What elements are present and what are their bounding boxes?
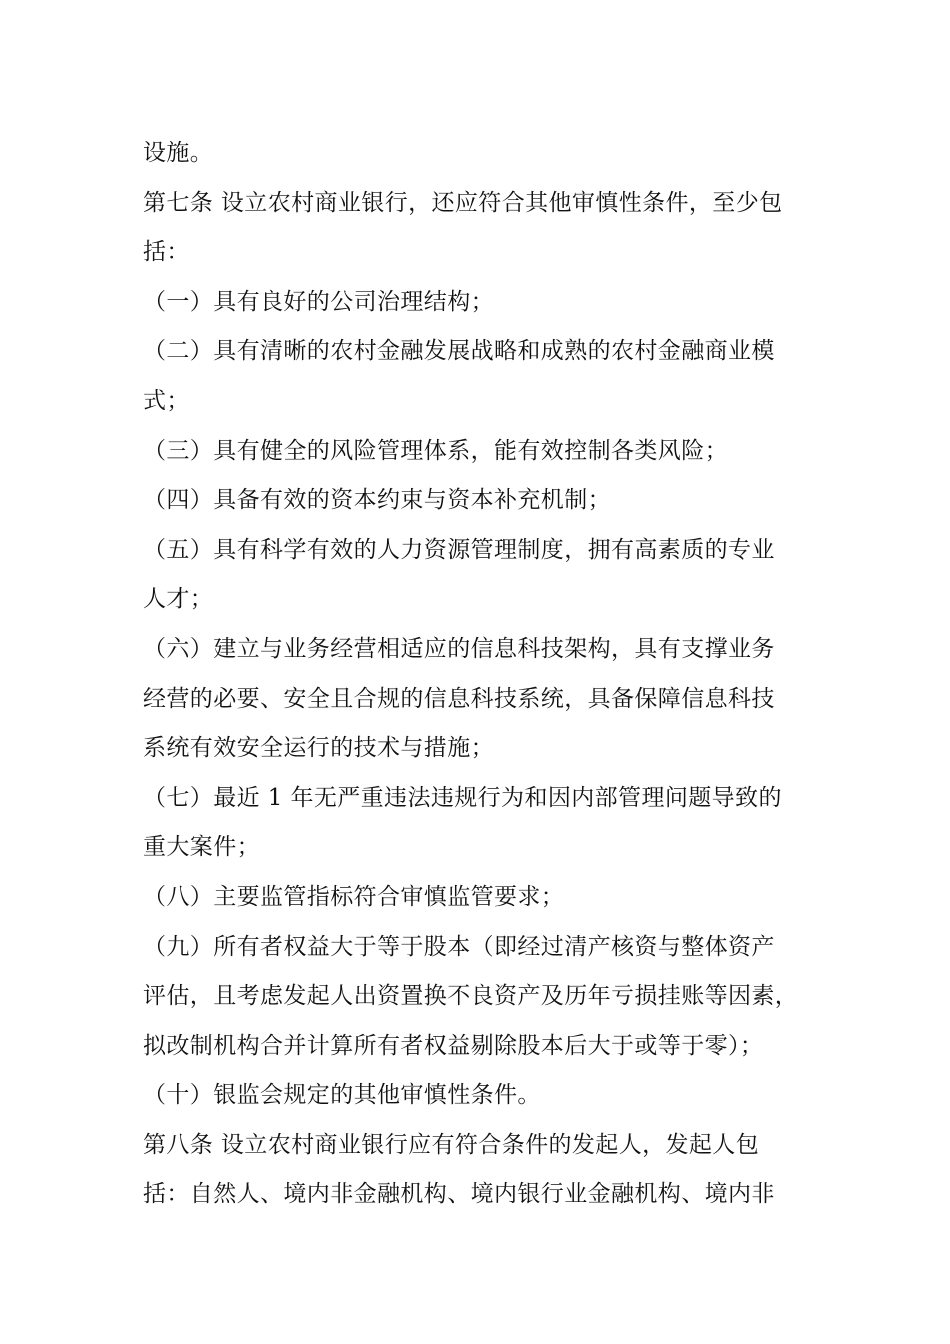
text-line: 设施。 [143, 140, 214, 166]
text-line: 评估，且考虑发起人出资置换不良资产及历年亏损挂账等因素， [143, 983, 799, 1010]
text-line: （六）建立与业务经营相适应的信息科技架构，具有支撑业务 [143, 635, 775, 662]
text-line: （四）具备有效的资本约束与资本补充机制； [143, 487, 611, 514]
text-line: 第八条 设立农村商业银行应有符合条件的发起人，发起人包 [143, 1131, 760, 1158]
text-line: （九）所有者权益大于等于股本（即经过清产核资与整体资产 [143, 933, 775, 960]
text-line: （七）最近 1 年无严重违法违规行为和因内部管理问题导致的 [143, 784, 782, 811]
text-line: （三）具有健全的风险管理体系，能有效控制各类风险； [143, 437, 728, 464]
text-line: （八）主要监管指标符合审慎监管要求； [143, 883, 565, 910]
text-line: （十）银监会规定的其他审慎性条件。 [143, 1082, 541, 1109]
text-line: （一）具有良好的公司治理结构； [143, 288, 494, 315]
text-line: 式； [143, 387, 190, 414]
text-line: （二）具有清晰的农村金融发展战略和成熟的农村金融商业模 [143, 338, 775, 365]
text-line: 括：自然人、境内非金融机构、境内银行业金融机构、境内非 [143, 1181, 775, 1208]
document-body [143, 129, 823, 1220]
text-line: 括： [143, 239, 190, 266]
text-line: （五）具有科学有效的人力资源管理制度，拥有高素质的专业 [143, 536, 775, 563]
text-line: 重大案件； [143, 834, 260, 861]
text-line: 经营的必要、安全且合规的信息科技系统，具备保障信息科技 [143, 685, 775, 712]
text-line: 拟改制机构合并计算所有者权益剔除股本后大于或等于零）； [143, 1032, 764, 1059]
text-line: 人才； [143, 586, 214, 613]
text-line: 系统有效安全运行的技术与措施； [143, 735, 494, 762]
text-line: 第七条 设立农村商业银行，还应符合其他审慎性条件，至少包 [143, 189, 783, 216]
